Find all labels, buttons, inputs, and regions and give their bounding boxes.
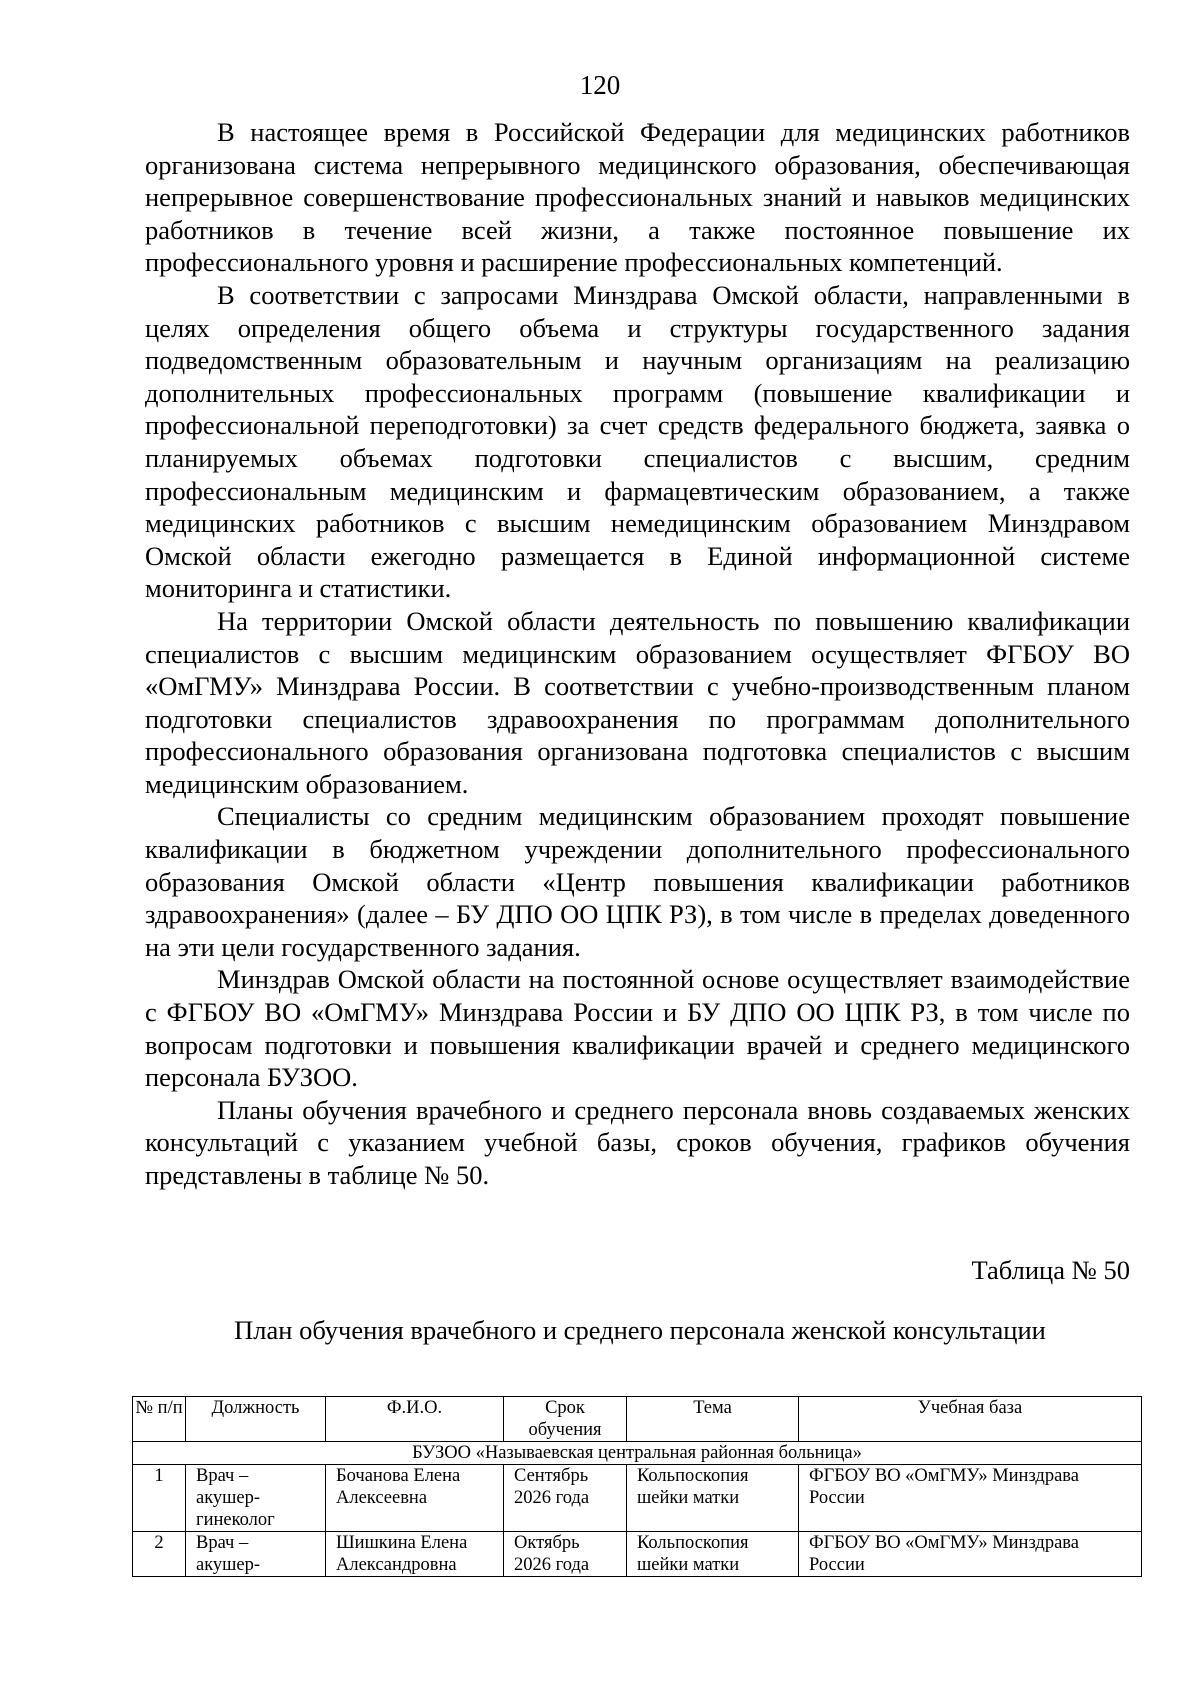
header-training-base: Учебная база [799, 1397, 1142, 1442]
cell-training-base: ФГБОУ ВО «ОмГМУ» Минздрава России [799, 1532, 1142, 1577]
cell-training-base: ФГБОУ ВО «ОмГМУ» Минздрава России [799, 1465, 1142, 1532]
table-row [133, 1465, 1142, 1532]
table-row [133, 1532, 1142, 1577]
table-group-row [133, 1442, 1142, 1465]
header-number: № п/п [133, 1397, 186, 1442]
paragraph: В настоящее время в Российской Федерации для медицинских работников организована система непрерывного медицинского образования, обеспечивающая непрерывное совершенствование профессиональных знаний и навыков медицинских работников в течение всей жизни, а также постоянное повышение их профессионального уровня и расширение профессиональных компетенций. [145, 117, 1130, 278]
header-topic: Тема [627, 1397, 799, 1442]
header-name: Ф.И.О. [326, 1397, 504, 1442]
cell-period: Сентябрь 2026 года [504, 1465, 627, 1532]
body-text [145, 116, 1130, 1192]
paragraph: В соответствии с запросами Минздрава Омской области, направленными в целях определения общего объема и структуры государственного задания подведомственным образовательным и научным организациям на реализацию дополнительных профессиональных программ (повышение квалификации и профессиональной переподготовки) за счет средств федерального бюджета, заявка о планируемых объемах подготовки специалистов с высшим, средним профессиональным медицинским и фармацевтическим образованием, а также медицинских работников с высшим немедицинским образованием Минздравом Омской области ежегодно размещается в Единой информационной системе мониторинга и статистики. [145, 279, 1130, 604]
paragraph: На территории Омской области деятельность по повышению квалификации специалистов с высшим медицинским образованием осуществляет ФГБОУ ВО «ОмГМУ» Минздрава России. В соответствии с учебно-производственным планом подготовки специалистов здравоохранения по программам дополнительного профессионального образования организована подготовка специалистов с высшим медицинским образованием. [145, 605, 1130, 799]
table-caption: Таблица № 50 [971, 1255, 1130, 1285]
paragraph: Планы обучения врачебного и среднего персонала вновь создаваемых женских консультаций с указанием учебной базы, сроков обучения, графиков обучения представлены в таблице № 50. [145, 1094, 1130, 1190]
cell-number: 2 [133, 1532, 186, 1577]
organization-name: БУЗОО «Называевская центральная районная больница» [133, 1442, 1142, 1465]
paragraph: Минздрав Омской области на постоянной основе осуществляет взаимодействие с ФГБОУ ВО «ОмГМУ» Минздрава России и БУ ДПО ОО ЦПК РЗ, в том числе по вопросам подготовки и повышения квалификации врачей и среднего медицинского персонала БУЗОО. [145, 964, 1130, 1093]
cell-position: Врач – акушер-гинеколог [186, 1465, 326, 1532]
cell-topic: Кольпоскопия шейки матки [627, 1465, 799, 1532]
cell-position: Врач – акушер- [186, 1532, 326, 1577]
table-header-row [133, 1397, 1142, 1442]
cell-period: Октябрь 2026 года [504, 1532, 627, 1577]
header-position: Должность [186, 1397, 326, 1442]
cell-name: Шишкина Елена Александровна [326, 1532, 504, 1577]
page-number: 120 [579, 70, 621, 100]
table-title: План обучения врачебного и среднего персонала женской консультации [234, 1315, 1046, 1345]
cell-number: 1 [133, 1465, 186, 1532]
cell-name: Бочанова Елена Алексеевна [326, 1465, 504, 1532]
training-plan-table [132, 1396, 1142, 1577]
cell-topic: Кольпоскопия шейки матки [627, 1532, 799, 1577]
header-period: Срок обучения [504, 1397, 627, 1442]
paragraph: Специалисты со средним медицинским образованием проходят повышение квалификации в бюджетном учреждении дополнительного профессионального образования Омской области «Центр повышения квалификации работников здравоохранения» (далее – БУ ДПО ОО ЦПК РЗ), в том числе в пределах доведенного на эти цели государственного задания. [145, 801, 1130, 962]
